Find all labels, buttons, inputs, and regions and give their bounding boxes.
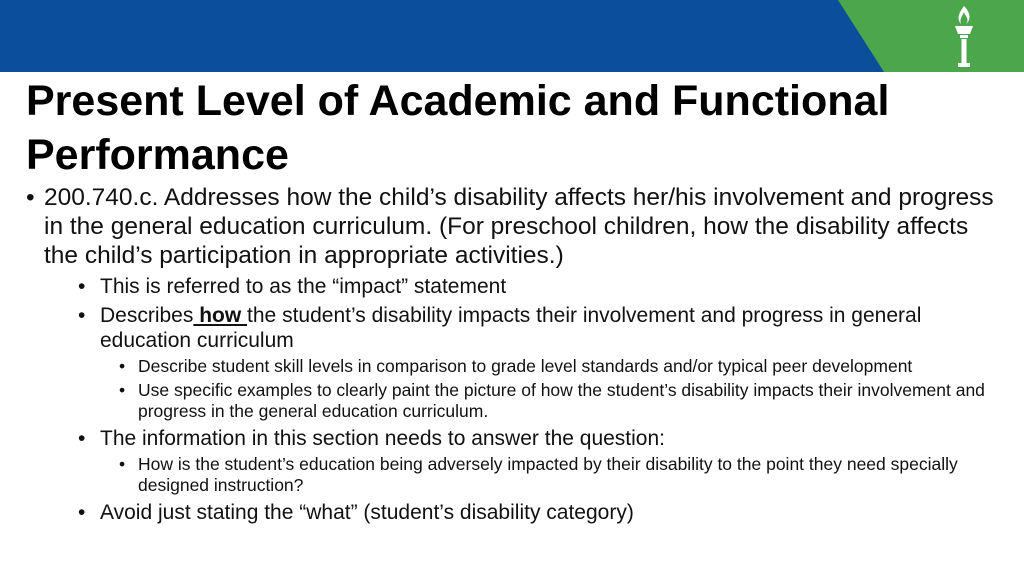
- bullet-main-text: 200.740.c. Addresses how the child’s disability affects her/his involvement and progress in the general education curriculum. (For preschool children, how the disability affects the child’s participation in appropriate activities.): [44, 184, 994, 269]
- sub-bullet-describes: [100, 303, 1006, 422]
- describes-post-text: the student’s disability impacts their involvement and progress in general education curriculum: [100, 304, 922, 352]
- sub-sub-bullet-skill-levels: [138, 356, 1006, 377]
- sub-sub-bullet-adversely-impacted: [138, 454, 1006, 496]
- describes-emphasis-how: how: [193, 304, 248, 327]
- adversely-impacted-text: How is the student’s education being adversely impacted by their disability to the point they need specially designed instruction?: [138, 454, 958, 495]
- sub-bullet-question: [100, 426, 1006, 496]
- avoid-what-text: Avoid just stating the “what” (student’s disability category): [100, 501, 634, 524]
- torch-icon: [944, 2, 984, 70]
- skill-levels-text: Describe student skill levels in comparison to grade level standards and/or typical peer development: [138, 356, 913, 376]
- bullet-main: [26, 183, 1006, 525]
- sub-sub-bullet-examples: [138, 380, 1006, 422]
- sub-bullet-avoid-what: [100, 500, 1006, 525]
- sub-bullet-impact: [100, 274, 1006, 299]
- describes-pre-text: Describes: [100, 304, 194, 327]
- examples-text: Use specific examples to clearly paint the picture of how the student’s disability impacts their involvement and progress in the general education curriculum.: [138, 380, 985, 421]
- sub-bullet-impact-text: This is referred to as the “impact” statement: [100, 275, 507, 298]
- header-band: [0, 0, 1024, 72]
- slide-title: Present Level of Academic and Functional Performance: [26, 77, 890, 179]
- slide-content: [26, 183, 1006, 528]
- question-text: The information in this section needs to answer the question:: [100, 427, 665, 450]
